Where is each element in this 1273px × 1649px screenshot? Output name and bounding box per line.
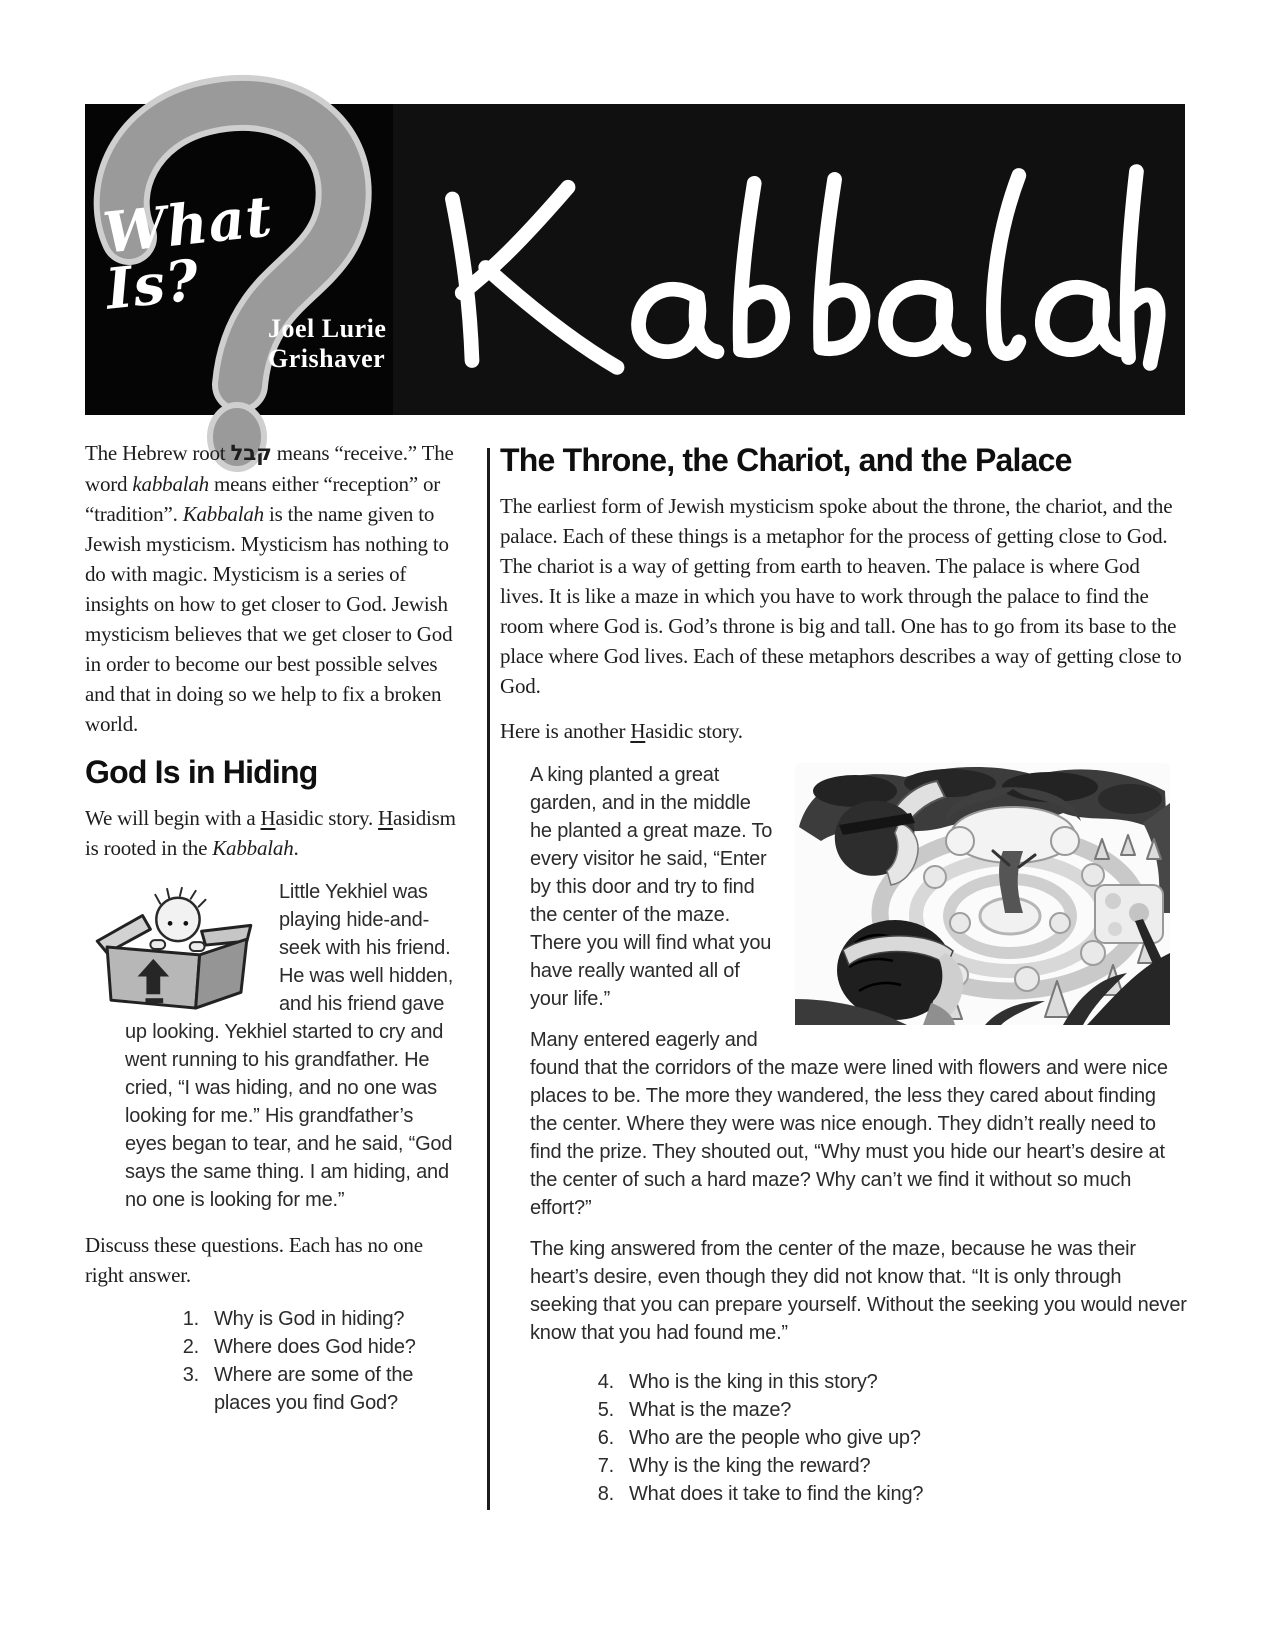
hasidic-text-3: asidism is rooted in the (85, 806, 456, 860)
maze-story-paragraph-2: Many entered eagerly and found that the corridors of the maze were lined with flowers and were nice places to be. The more they wandered, the less they cared about finding the center. Where they were was nice enough. They didn’t really need to find the prize. They shouted out, “Why must you hide our heart’s desire at the center of such a hard maze? Why can’t we find it without so much effort?” (530, 1029, 1168, 1219)
question-row (173, 1333, 456, 1361)
intro-text-4: is the name given to Jewish mysticism. Mysticism has nothing to do with magic. Mysticism is a series of insights on how to get closer to God. Jewish mysticism believes that we get closer to God in order to become our best possible selves and that in doing so we help to fix a broken world. (85, 502, 453, 736)
question-list-1 (173, 1305, 456, 1417)
underlined-h-2: H (378, 806, 394, 830)
hasidic-text-4: . (293, 836, 299, 860)
column-divider (487, 448, 490, 1510)
hasidic-story-maze (530, 761, 1188, 1360)
question-row (588, 1424, 1188, 1452)
question-number: 5. (597, 1399, 614, 1421)
intro-paragraph (85, 438, 456, 739)
question-text: Why is God in hiding? (214, 1308, 405, 1330)
hebrew-root-word: קבל (230, 441, 272, 466)
section-heading-god-is-in-hiding: God Is in Hiding (85, 754, 318, 790)
question-text: Who is the king in this story? (629, 1371, 878, 1393)
question-number: 2. (182, 1336, 199, 1358)
question-row (588, 1452, 1188, 1480)
series-title-line2: Is? (102, 247, 203, 323)
hasidic-text-1: We will begin with a (85, 806, 261, 830)
author-line2: Grishaver (268, 344, 386, 373)
question-text: Who are the people who give up? (629, 1427, 921, 1449)
question-number: 6. (597, 1427, 614, 1449)
right-column (500, 438, 1188, 1508)
question-row (588, 1368, 1188, 1396)
intro-text-1: The Hebrew root (85, 441, 231, 465)
hasidic-text-2: asidic story. (275, 806, 379, 830)
intro-italic-kabbalah-2: Kabbalah (182, 502, 264, 526)
page-title-kabbalah-script (423, 150, 1158, 385)
question-row (173, 1361, 456, 1417)
maze-story-paragraph-3: The king answered from the center of the maze, because he was their heart’s desire, even though they did not know that. “It is only through seeking that you can prepare yourself. Without the seeking you would never know that you had found me.” (530, 1238, 1187, 1344)
author-name (268, 314, 386, 374)
series-title-line1: What (100, 183, 276, 267)
another-text-2: asidic story. (645, 719, 743, 743)
story-text: Little Yekhiel was playing hide-and-seek with his friend. He was well hidden, and his friend gave up looking. Yekhiel started to cry and went running to his grandfather. He cried, “I was hiding, and no one was looking for me.” His grandfather’s eyes began to tear, and he said, “God says the same thing. I am hiding, and no one is looking for me.” (125, 881, 454, 1211)
hide-and-seek-box-illustration (91, 884, 259, 1012)
intro-text-2: means “receive.” The word (85, 441, 454, 496)
question-list-2 (588, 1368, 1188, 1508)
hasidic-story-yekhiel (125, 878, 456, 1214)
section-heading-throne-chariot-palace: The Throne, the Chariot, and the Palace (500, 442, 1072, 478)
another-story-paragraph (500, 716, 1188, 746)
maze-garden-illustration (795, 763, 1170, 1025)
question-text: Where are some of the places you find God? (214, 1364, 414, 1414)
question-row (173, 1305, 456, 1333)
question-row (588, 1480, 1188, 1508)
throne-paragraph: The earliest form of Jewish mysticism spoke about the throne, the chariot, and the palace. Each of these things is a metaphor for the process of getting close to God. The chariot is a way of getting from earth to heaven. The palace is where God lives. It is like a maze in which you have to work through the palace to find the room where God is. God’s throne is big and tall. One has to go from its base to the place where God lives. Each of these metaphors describes a way of getting close to God. (500, 494, 1182, 698)
question-row (588, 1396, 1188, 1424)
author-line1: Joel Lurie (268, 314, 387, 343)
discuss-paragraph: Discuss these questions. Each has no one right answer. (85, 1233, 423, 1287)
question-number: 3. (182, 1364, 199, 1386)
underlined-h-3: H (630, 719, 646, 743)
intro-text-3: means either “reception” or “tradition”. (85, 472, 441, 526)
question-text: Where does God hide? (214, 1336, 416, 1358)
question-text: What does it take to find the king? (629, 1483, 924, 1505)
hasidic-italic-kabbalah: Kabbalah (212, 836, 294, 860)
question-number: 8. (597, 1483, 614, 1505)
question-number: 7. (597, 1455, 614, 1477)
intro-italic-kabbalah: kabbalah (132, 472, 209, 496)
question-text: What is the maze? (629, 1399, 792, 1421)
hasidic-intro-paragraph (85, 803, 456, 863)
maze-story-paragraph-1: A king planted a great garden, and in the middle he planted a great maze. To every visitor he said, “Enter by this door and try to find the center of the maze. There you will find what you have really wanted all of your life.” (530, 764, 773, 1010)
another-text-1: Here is another (500, 719, 631, 743)
question-number: 1. (182, 1308, 199, 1330)
question-number: 4. (597, 1371, 614, 1393)
left-column (85, 438, 456, 1417)
question-text: Why is the king the reward? (629, 1455, 871, 1477)
underlined-h: H (260, 806, 276, 830)
